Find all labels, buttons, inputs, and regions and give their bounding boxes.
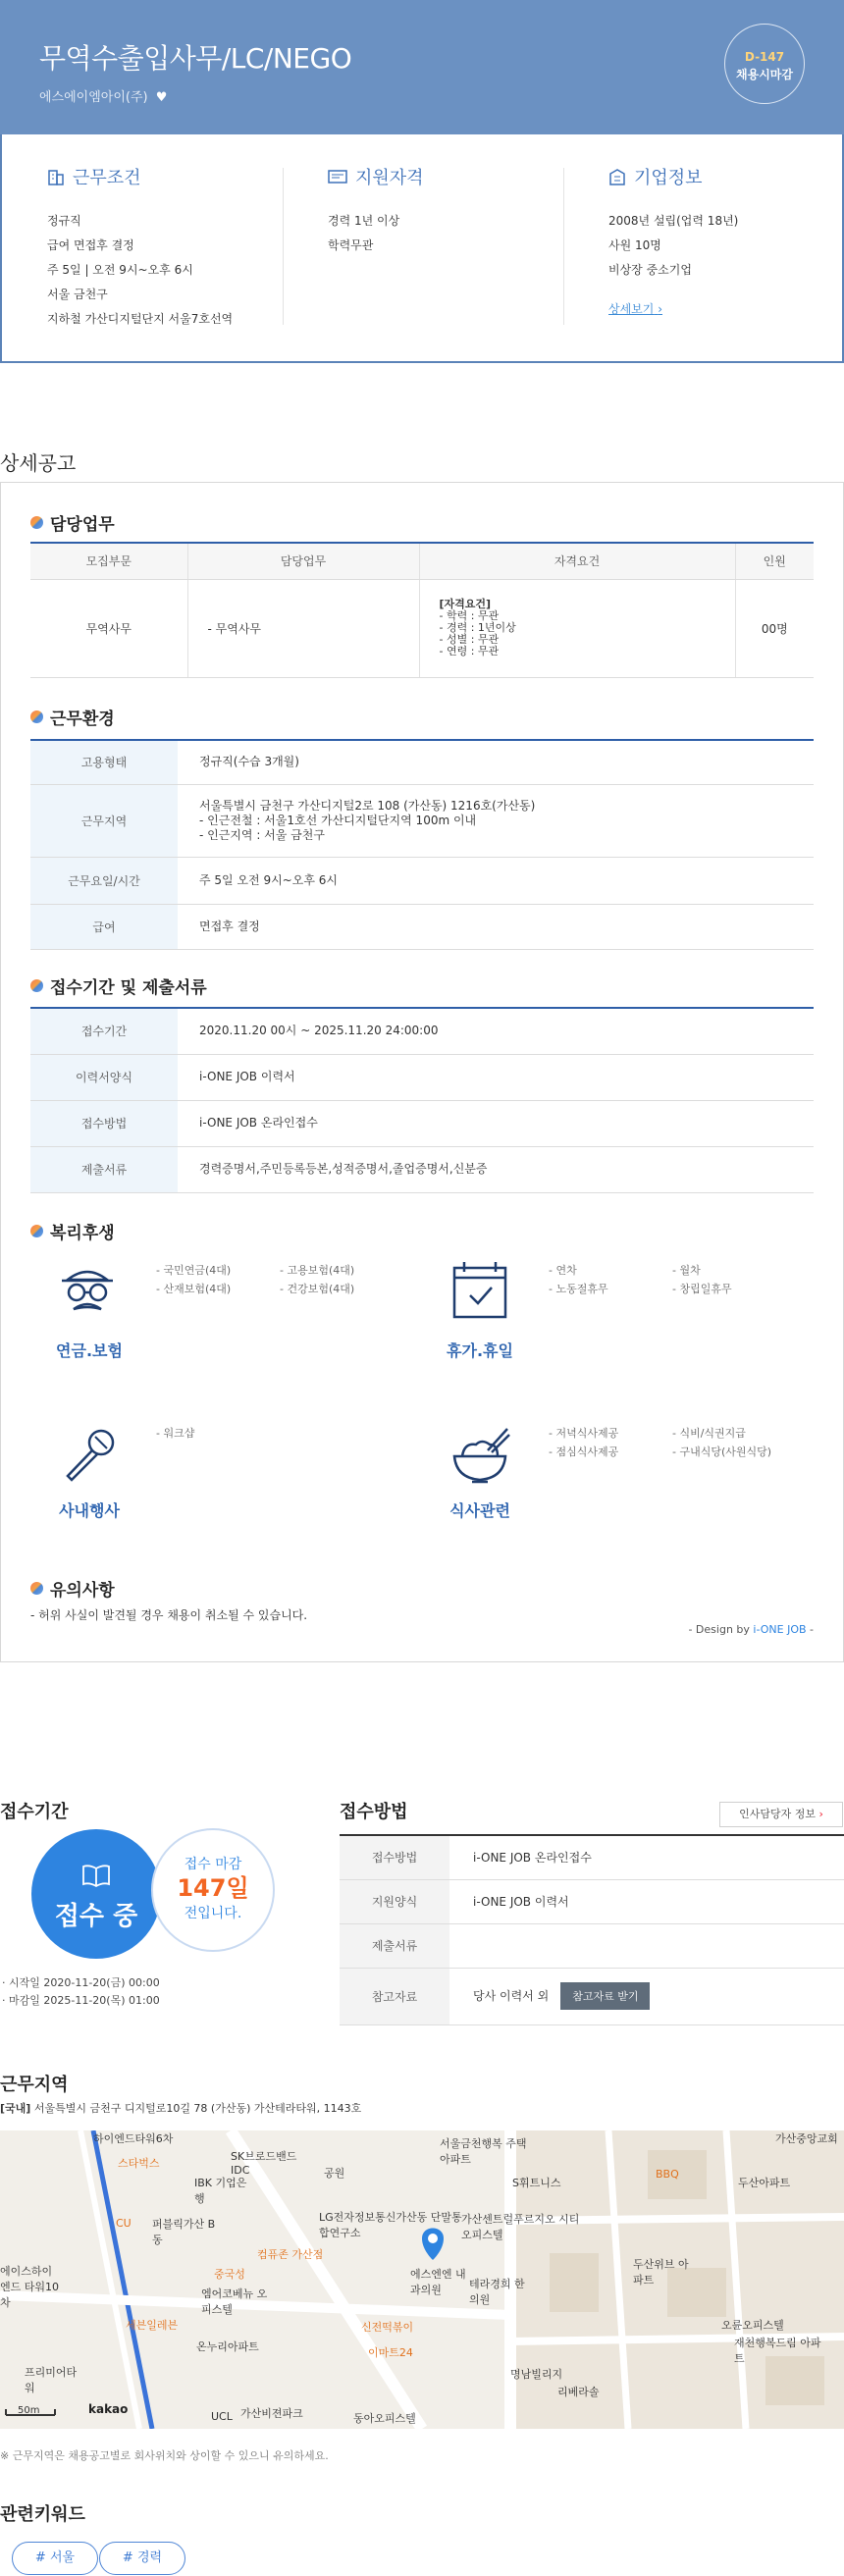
map-label: 두산위브 아파트 bbox=[633, 2258, 689, 2287]
detail-panel bbox=[0, 482, 844, 1662]
duty-dept: 무역사무 bbox=[30, 579, 187, 677]
welfare-item: - 고용보험(4대) bbox=[280, 1264, 355, 1277]
company-item: 2008년 설립(업력 18년) bbox=[608, 214, 739, 228]
work-conditions bbox=[47, 164, 302, 332]
work-item: 정규직 bbox=[47, 214, 81, 228]
map-label: 오륜오피스텔 bbox=[721, 2319, 784, 2332]
microphone-icon bbox=[58, 1425, 121, 1488]
map-label: 가산중앙교회 bbox=[775, 2132, 838, 2145]
duty-col-header: 담당업무 bbox=[187, 543, 419, 579]
notice-text: - 허위 사실이 발견될 경우 채용이 취소될 수 있습니다. bbox=[30, 1608, 308, 1622]
welfare-item: - 월차 bbox=[672, 1264, 701, 1277]
map-label: 엠어코베뉴 오피스텔 bbox=[201, 2287, 268, 2316]
map-label: 하이엔드타워6차 bbox=[93, 2132, 174, 2145]
building-icon bbox=[47, 168, 65, 185]
hr-info-button[interactable]: 인사담당자 정보 › bbox=[719, 1802, 843, 1827]
company-item: 사원 10명 bbox=[608, 238, 661, 252]
status-text: 접수 중 bbox=[54, 1902, 138, 1931]
method-title: 접수방법 bbox=[340, 1802, 408, 1822]
location-title: 근무지역 bbox=[0, 2075, 69, 2095]
dday-label: 채용시마감 bbox=[736, 68, 793, 81]
company-info bbox=[608, 164, 844, 317]
map-label: 중국성 bbox=[214, 2268, 245, 2281]
map-label: 신전떡볶이 bbox=[361, 2321, 414, 2334]
map-label: 스타벅스 bbox=[118, 2157, 160, 2170]
keywords-title: 관련키워드 bbox=[0, 2504, 85, 2525]
welfare-name: 식사관련 bbox=[449, 1501, 510, 1520]
welfare-name: 휴가.휴일 bbox=[447, 1341, 513, 1360]
period-end: · 마감일 2025-11-20(목) 01:00 bbox=[2, 1994, 160, 2007]
welfare-item: - 연차 bbox=[549, 1264, 577, 1277]
download-attachment-button[interactable]: 참고자료 받기 bbox=[560, 1982, 650, 2010]
welfare-name: 연금.보험 bbox=[56, 1341, 123, 1360]
location-note: ※ 근무지역은 채용공고별로 회사위치와 상이할 수 있으니 유의하세요. bbox=[0, 2449, 329, 2462]
map-label: 리베라솔 bbox=[557, 2386, 600, 2398]
env-table bbox=[30, 739, 814, 950]
table-row: 참고자료 당사 이력서 외 참고자료 받기 bbox=[340, 1968, 844, 2024]
map-label: IBK 기업은행 bbox=[194, 2177, 247, 2205]
map-label: 이마트24 bbox=[368, 2346, 413, 2359]
company-item: 비상장 중소기업 bbox=[608, 263, 692, 277]
table-row: 지원양식 i-ONE JOB 이력서 bbox=[340, 1879, 844, 1923]
divider bbox=[563, 168, 564, 325]
detail-title: 상세공고 bbox=[0, 451, 77, 475]
company-building-icon bbox=[608, 168, 626, 185]
map-label: 명남빌리지 bbox=[510, 2368, 563, 2381]
notice-heading: 유의사항 bbox=[30, 1576, 115, 1601]
dday-badge bbox=[724, 24, 805, 104]
company-detail-link[interactable]: 상세보기 › bbox=[608, 302, 663, 316]
welfare-item: - 국민연금(4대) bbox=[156, 1264, 232, 1277]
table-row: 고용형태 정규직(수습 3개월) bbox=[30, 740, 814, 784]
table-row: 접수방법 i-ONE JOB 온라인접수 bbox=[340, 1835, 844, 1879]
company-name-row bbox=[39, 86, 167, 105]
keyword-tag[interactable]: # 경력 bbox=[99, 2542, 185, 2575]
table-row: 근무지역 서울특별시 금천구 가산디지털2로 108 (가산동) 1216호(가산동) - 인근전철 : 서울1호선 가산디지털단지역 100m 이내 - 인근지역 : 서울 금천구 bbox=[30, 784, 814, 857]
map-label: 테라경희 한의원 bbox=[469, 2278, 525, 2306]
section-bullet-icon bbox=[30, 516, 43, 529]
docs-heading: 접수기간 및 제출서류 bbox=[30, 973, 207, 998]
dday-count: D-147 bbox=[744, 50, 785, 64]
table-row: 제출서류 bbox=[340, 1923, 844, 1968]
company-name[interactable]: 에스에이엠아이(주) bbox=[39, 90, 148, 105]
duty-col-header: 인원 bbox=[735, 543, 814, 579]
map-label: 프리미어타워 bbox=[25, 2366, 78, 2394]
deadline-days: 147일 bbox=[177, 1874, 249, 1902]
duty-count: 00명 bbox=[735, 579, 814, 677]
section-bullet-icon bbox=[30, 710, 43, 723]
section-bullet-icon bbox=[30, 979, 43, 992]
map-label: 재천행복드림 아파트 bbox=[734, 2337, 821, 2365]
chevron-right-icon: › bbox=[818, 1808, 823, 1820]
work-item: 주 5일 | 오전 9시~오후 6시 bbox=[47, 263, 193, 277]
map-label: BBQ bbox=[656, 2168, 679, 2181]
welfare-name: 사내행사 bbox=[59, 1501, 120, 1520]
period-start: · 시작일 2020-11-20(금) 00:00 bbox=[2, 1976, 160, 1989]
map-label: 공원 bbox=[324, 2167, 345, 2180]
heart-icon[interactable]: ♥ bbox=[155, 90, 168, 105]
map-label: 세븐일레븐 bbox=[126, 2319, 179, 2332]
map-label: 동아오피스텔 bbox=[353, 2412, 416, 2425]
table-row: 이력서양식 i-ONE JOB 이력서 bbox=[30, 1054, 814, 1100]
table-row: 접수방법 i-ONE JOB 온라인접수 bbox=[30, 1100, 814, 1146]
section-bullet-icon bbox=[30, 1582, 43, 1595]
divider bbox=[283, 168, 284, 325]
duty-heading: 담당업무 bbox=[30, 510, 115, 535]
period-title: 접수기간 bbox=[0, 1802, 69, 1822]
map-label: UCL bbox=[211, 2410, 233, 2423]
map-brand-logo[interactable]: kakao bbox=[88, 2402, 129, 2416]
company-info-title: 기업정보 bbox=[608, 164, 844, 189]
calendar-check-icon bbox=[450, 1258, 509, 1321]
welfare-item: - 건강보험(4대) bbox=[280, 1283, 355, 1295]
map-label: 컴퓨존 가산점 bbox=[257, 2248, 324, 2261]
qual-item: 학력무관 bbox=[328, 238, 374, 252]
map-label: 가산비젼파크 bbox=[240, 2407, 303, 2420]
job-title: 무역수출입사무/LC/NEGO bbox=[39, 42, 352, 75]
map-label: 가산센트럴푸르지오 시티오피스텔 bbox=[461, 2213, 580, 2241]
id-card-icon bbox=[328, 168, 347, 185]
location-map[interactable] bbox=[0, 2130, 844, 2429]
docs-table bbox=[30, 1007, 814, 1193]
section-bullet-icon bbox=[30, 1225, 43, 1237]
map-label: LG전자정보통신가산동 단말통합연구소 bbox=[319, 2211, 462, 2239]
map-label: 두산아파트 bbox=[738, 2177, 791, 2189]
map-label: 퍼블릭가산 B동 bbox=[152, 2218, 216, 2246]
qualifications bbox=[328, 164, 583, 258]
table-row: 제출서류 경력증명서,주민등록등본,성적증명서,졸업증명서,신분증 bbox=[30, 1146, 814, 1192]
map-label: S휘트니스 bbox=[512, 2177, 561, 2189]
table-row: 접수기간 2020.11.20 00시 ~ 2025.11.20 24:00:00 bbox=[30, 1008, 814, 1054]
table-row: 급여 면접후 결정 bbox=[30, 904, 814, 949]
table-row bbox=[30, 579, 814, 677]
duty-table bbox=[30, 542, 814, 678]
map-label: 에스엔엔 내과의원 bbox=[410, 2268, 466, 2296]
qualifications-title: 지원자격 bbox=[328, 164, 583, 189]
duty-col-header: 자격요건 bbox=[419, 543, 735, 579]
duty-col-header: 모집부문 bbox=[30, 543, 187, 579]
glasses-mustache-icon bbox=[56, 1258, 119, 1321]
map-label: CU bbox=[116, 2217, 132, 2230]
deadline-suffix: 전입니다. bbox=[184, 1906, 242, 1921]
duty-task: - 무역사무 bbox=[187, 579, 419, 677]
qual-item: 경력 1년 이상 bbox=[328, 214, 400, 228]
design-credit: - Design by i-ONE JOB - bbox=[688, 1623, 814, 1636]
map-label: 온누리아파트 bbox=[196, 2340, 259, 2353]
deadline-label: 접수 마감 bbox=[184, 1857, 242, 1872]
work-conditions-title: 근무조건 bbox=[47, 164, 302, 189]
welfare-heading: 복리후생 bbox=[30, 1219, 115, 1243]
duty-requirements: [자격요건] - 학력 : 무관 - 경력 : 1년이상 - 성별 : 무관 - 연령 : 무관 bbox=[419, 579, 735, 677]
work-item: 서울 금천구 bbox=[47, 288, 108, 301]
welfare-item: - 구내식당(사원식당) bbox=[672, 1446, 772, 1458]
welfare-item: - 워크샵 bbox=[156, 1427, 195, 1440]
welfare-item: - 창립일휴무 bbox=[672, 1283, 732, 1295]
map-label: 에이스하이엔드 타워10차 bbox=[0, 2265, 59, 2309]
map-label: SK브로드밴드 IDC bbox=[231, 2150, 297, 2177]
table-row: 근무요일/시간 주 5일 오전 9시~오후 6시 bbox=[30, 857, 814, 904]
summary-box bbox=[0, 134, 844, 363]
method-table bbox=[340, 1834, 844, 2025]
keyword-tag[interactable]: # 서울 bbox=[12, 2542, 98, 2575]
location-address: [국내] 서울특별시 금천구 디지털로10길 78 (가산동) 가산테라타워, 1143호 bbox=[0, 2102, 362, 2115]
map-scale: 50m bbox=[18, 2405, 40, 2416]
open-book-icon bbox=[81, 1863, 111, 1888]
map-label: 서울금천행복 주택아파트 bbox=[440, 2137, 527, 2166]
welfare-item: - 점심식사제공 bbox=[549, 1446, 619, 1458]
env-heading: 근무환경 bbox=[30, 705, 115, 729]
welfare-item: - 저녁식사제공 bbox=[549, 1427, 619, 1440]
work-item: 급여 면접후 결정 bbox=[47, 238, 134, 252]
status-circle bbox=[31, 1829, 161, 1959]
welfare-item: - 산재보험(4대) bbox=[156, 1283, 232, 1295]
rice-bowl-icon bbox=[448, 1425, 511, 1488]
welfare-item: - 노동절휴무 bbox=[549, 1283, 608, 1295]
welfare-item: - 식비/식권지급 bbox=[672, 1427, 746, 1440]
deadline-circle bbox=[151, 1828, 275, 1952]
chevron-right-icon: › bbox=[658, 302, 663, 316]
work-item: 지하철 가산디지털단지 서울7호선역 bbox=[47, 312, 234, 326]
